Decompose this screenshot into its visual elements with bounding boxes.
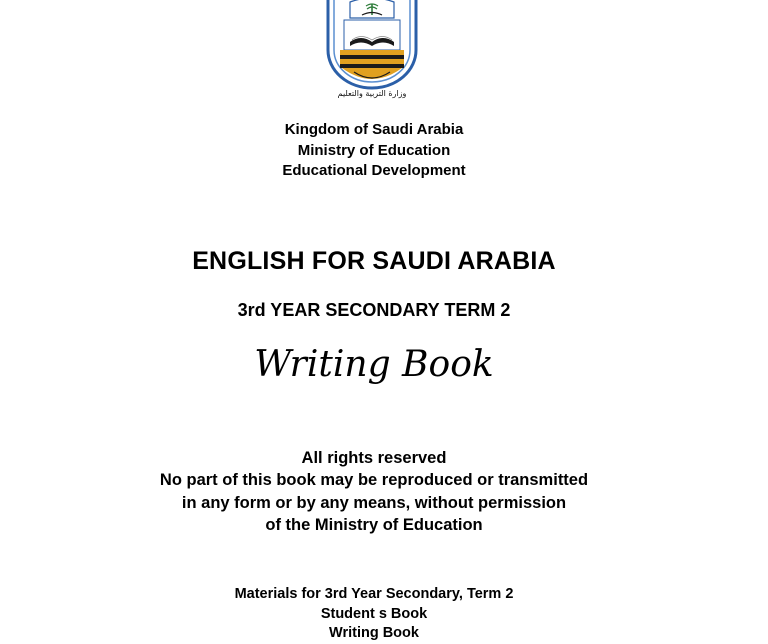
materials-item-students-book: Student s Book — [320, 605, 428, 622]
header-line-kingdom: Kingdom of Saudi Arabia — [284, 121, 464, 138]
rights-line-2: No part of this book may be reproduced or transmitted — [159, 471, 589, 490]
ministry-emblem-icon — [320, 0, 424, 100]
book-name-title: Writing Book — [254, 344, 494, 385]
book-level-subtitle: 3rd YEAR SECONDARY TERM 2 — [237, 300, 511, 320]
rights-line-1: All rights reserved — [301, 449, 447, 467]
copyright-notice — [0, 447, 748, 536]
materials-item-writing-book: Writing Book — [329, 625, 419, 641]
materials-heading: Materials for 3rd Year Secondary, Term 2 — [234, 586, 514, 602]
publisher-header — [0, 120, 748, 182]
header-line-department: Educational Development — [282, 162, 466, 179]
rights-line-3: in any form or by any means, without permission — [181, 493, 567, 512]
svg-text:وزارة التربية والتعليم: وزارة التربية والتعليم — [337, 89, 407, 98]
header-line-ministry: Ministry of Education — [297, 141, 451, 159]
book-series-title: ENGLISH FOR SAUDI ARABIA — [192, 247, 556, 275]
materials-list — [0, 585, 748, 644]
rights-line-4: of the Ministry of Education — [265, 515, 483, 534]
